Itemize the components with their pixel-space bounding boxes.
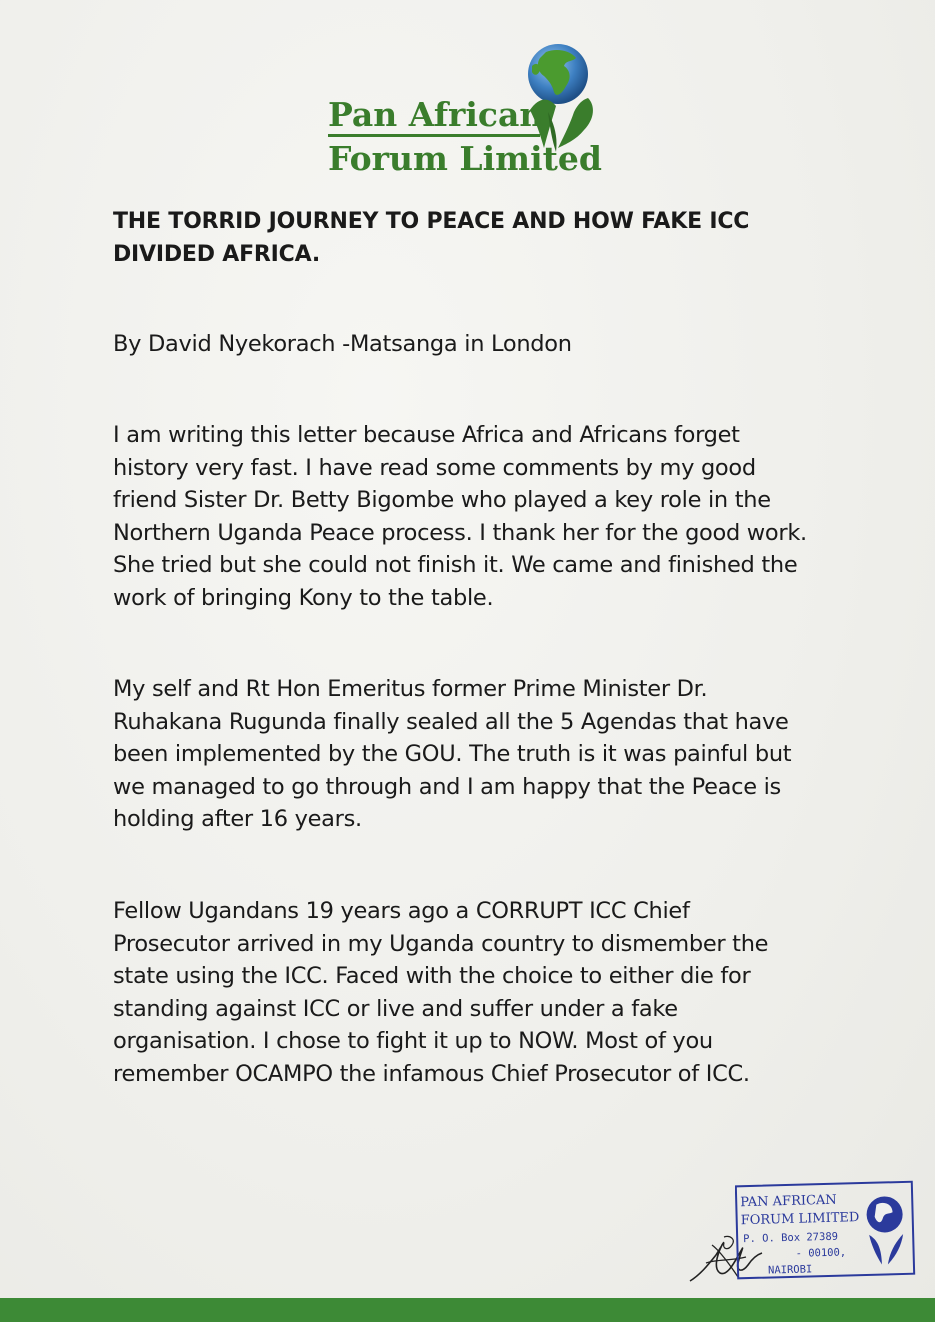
paragraph-line: My self and Rt Hon Emeritus former Prime Minister Dr. <box>113 676 708 702</box>
stamp-line-3: P. O. Box 27389 <box>743 1230 839 1246</box>
paragraph-line: standing against ICC or live and suffer under a fake <box>113 995 678 1022</box>
paragraph-1 <box>113 419 843 614</box>
paragraph-line: history very fast. I have read some comments by my good <box>113 454 756 481</box>
stamp-line-2: FORUM LIMITED <box>740 1210 860 1229</box>
paragraph-line: Prosecutor arrived in my Uganda country to dismember the <box>113 930 769 957</box>
paragraph-line: She tried but she could not finish it. We came and finished the <box>113 552 798 578</box>
paragraph-line: I am writing this letter because Africa and Africans forget <box>113 422 740 448</box>
stamp-line-1: PAN AFRICAN <box>740 1192 837 1211</box>
company-stamp <box>735 1180 917 1280</box>
stamp-line-4: - 00100, <box>795 1246 847 1260</box>
paragraph-line: we managed to go through and I am happy that the Peace is <box>113 773 781 800</box>
stamp-globe-icon <box>866 1196 904 1265</box>
footer-bar <box>0 1298 935 1322</box>
paragraph-line: state using the ICC. Faced with the choice to either die for <box>113 963 751 989</box>
company-logo <box>326 40 616 180</box>
title-line-2: DIVIDED AFRICA. <box>113 242 320 267</box>
paragraph-line: been implemented by the GOU. The truth is it was painful but <box>113 741 792 767</box>
paragraph-line: Northern Uganda Peace process. I thank her for the good work. <box>113 519 807 546</box>
stamp-line-5: NAIROBI <box>767 1263 813 1277</box>
paragraph-2 <box>113 673 843 836</box>
byline: By David Nyekorach -Matsanga in London <box>113 331 572 357</box>
logo-line2: Forum Limited <box>328 139 602 178</box>
globe-in-hands-icon <box>326 40 616 180</box>
title-line-1: THE TORRID JOURNEY TO PEACE AND HOW FAKE ICC <box>113 209 750 234</box>
paragraph-line: Fellow Ugandans 19 years ago a CORRUPT ICC Chief <box>113 898 690 924</box>
document-title <box>113 205 833 271</box>
paragraph-line: Ruhakana Rugunda finally sealed all the 5 Agendas that have <box>113 708 789 735</box>
paragraph-line: organisation. I chose to fight it up to NOW. Most of you <box>113 1028 713 1054</box>
paragraph-3 <box>113 895 843 1090</box>
paragraph-line: holding after 16 years. <box>113 806 362 832</box>
paragraph-line: work of bringing Kony to the table. <box>113 584 494 611</box>
paragraph-line: friend Sister Dr. Betty Bigombe who played a key role in the <box>113 487 771 513</box>
paragraph-line: remember OCAMPO the infamous Chief Prosecutor of ICC. <box>113 1060 750 1087</box>
logo-line1: Pan African <box>328 95 544 134</box>
